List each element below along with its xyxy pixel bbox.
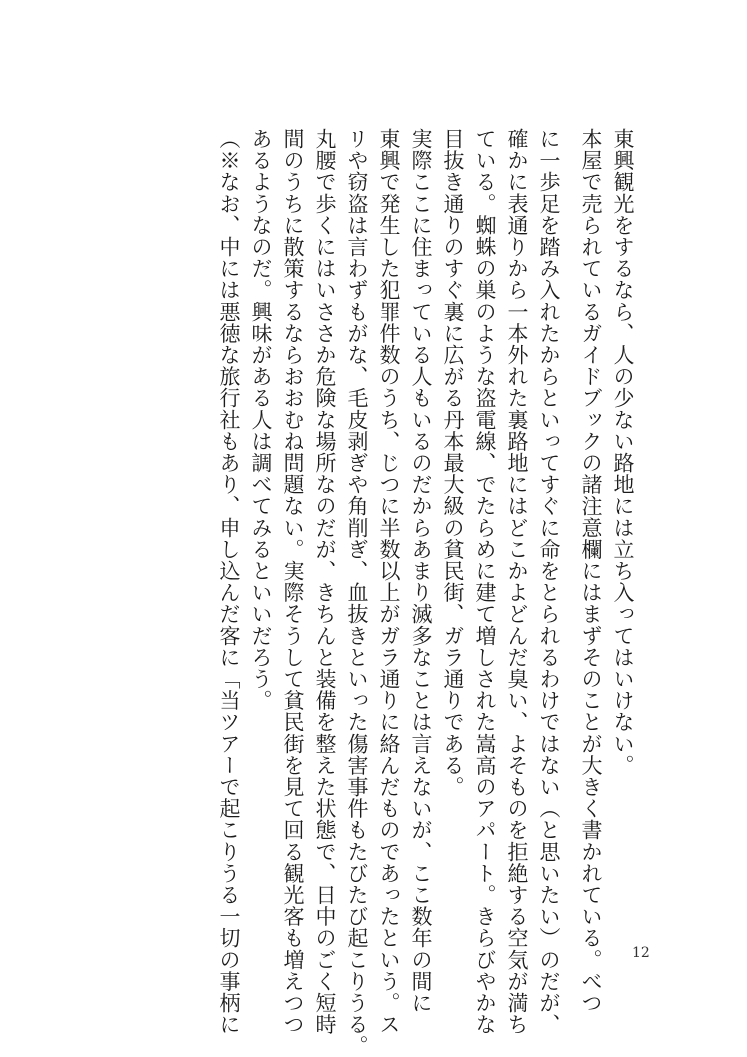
text-line-1: 東興観光をするなら、人の少ない路地には立ち入ってはいけない。 (611, 128, 635, 776)
text-line-6: 目抜き通りのすぐ裏に広がる丹本最大級の貧民街、ガラ通りである。 (441, 128, 465, 798)
body-text (203, 128, 639, 1057)
text-line-12: あるようなのだ。興味がある人は調べてみるといいだろう。 (249, 128, 273, 712)
text-line-8: 東興で発生した犯罪件数のうち、じつに半数以上がガラ通りに絡んだものであったという。ス (377, 128, 401, 1036)
text-line-5: ている。蜘蛛の巣のような盗電線、でたらめに建て増しされた嵩高のアパート。きらびやかな (473, 128, 497, 1036)
text-line-3: に一歩足を踏み入れたからといってすぐに命をとられるわけではない（と思いたい）のだが、 (537, 128, 561, 1036)
text-line-11: 間のうちに散策するならおおむね問題ない。実際そうして貧民街を見て回る観光客も増えつつ (281, 128, 305, 1036)
text-line-7: 実際ここに住まっている人もいるのだからあまり滅多なことは言えないが、ここ数年の間に (409, 128, 433, 1014)
page-number: 12 (632, 945, 650, 961)
text-line-10: 丸腰で歩くにはいささか危険な場所なのだが、きちんと装備を整えた状態で、日中のごく短時 (313, 128, 337, 1036)
text-line-4: 確かに表通りから一本外れた裏路地にはどこかよどんだ臭い、よそものを拒絶する空気が満ち (505, 128, 529, 1036)
text-line-2: 本屋で売られているガイドブックの諸注意欄にはまずそのことが大きく書かれている。べつ (579, 128, 603, 1014)
text-line-9: リや窃盗は言わずもがな、毛皮剥ぎや角削ぎ、血抜きといった傷害事件もたびたび起こりうる。 (345, 128, 369, 1057)
text-line-13: （※なお、中には悪徳な旅行社もあり、申し込んだ客に「当ツアーで起こりうる一切の事柄に (217, 128, 241, 1036)
